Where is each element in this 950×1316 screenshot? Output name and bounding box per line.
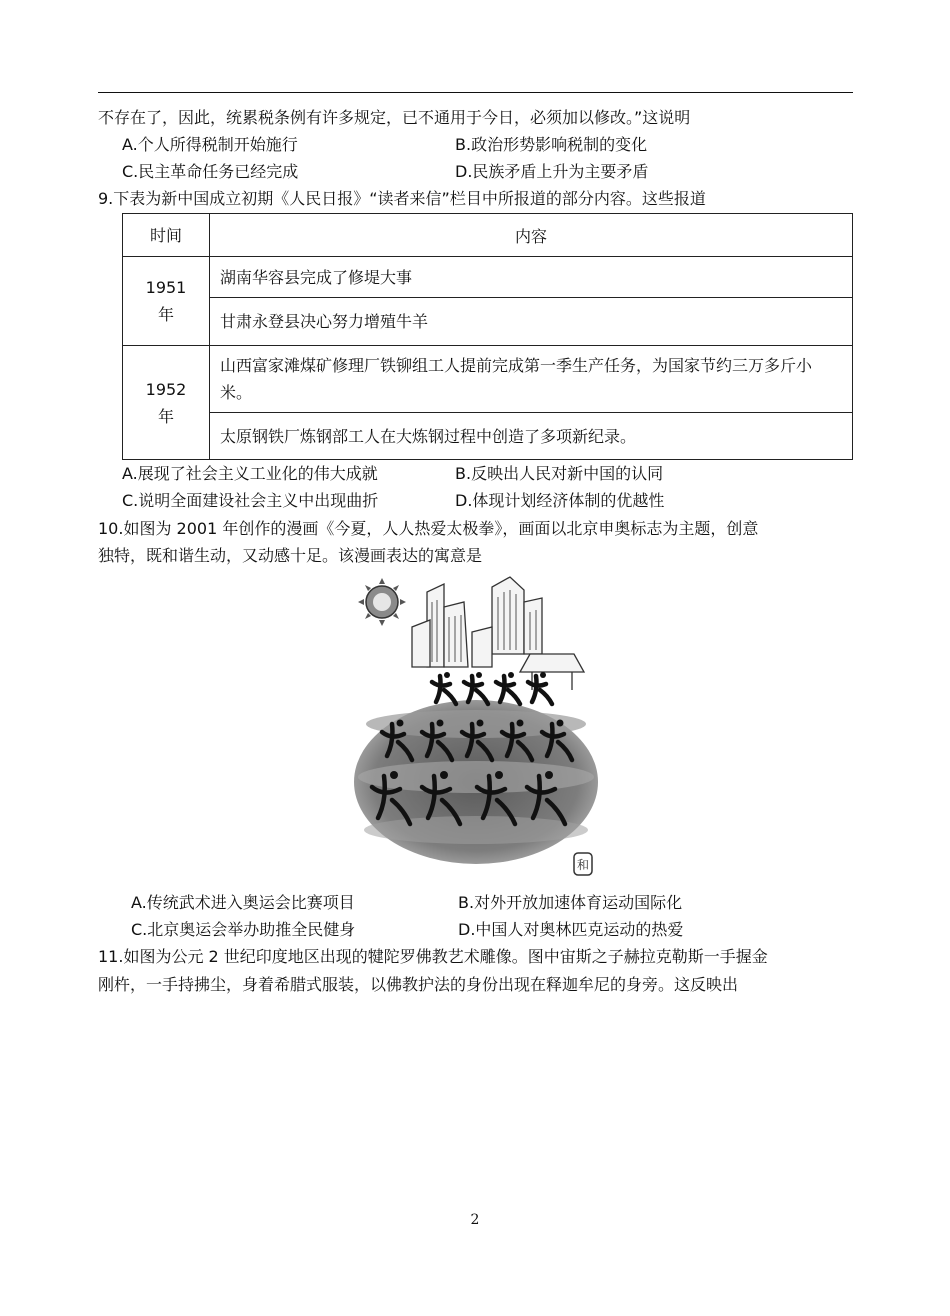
q8-stem-tail: 不存在了，因此，统累税条例有许多规定，已不通用于今日，必须加以修改。”这说明 bbox=[98, 108, 691, 127]
page-number: 2 bbox=[470, 1212, 480, 1228]
year-unit: 年 bbox=[157, 305, 174, 324]
sun-icon bbox=[358, 578, 406, 626]
q11-stem-line1: 11.如图为公元 2 世纪印度地区出现的犍陀罗佛教艺术雕像。图中宙斯之子赫拉克勒斯一手握金 bbox=[98, 947, 768, 966]
q9-option-c[interactable]: C.说明全面建设社会主义中出现曲折 bbox=[122, 491, 379, 510]
q10-option-d[interactable]: D.中国人对奥林匹克运动的热爱 bbox=[458, 920, 684, 939]
year-value: 1952 bbox=[145, 379, 187, 399]
q9-stem: 9.下表为新中国成立初期《人民日报》“读者来信”栏目中所报道的部分内容。这些报道 bbox=[98, 189, 706, 208]
year-cell-1951 bbox=[123, 257, 210, 346]
content-cell: 湖南华容县完成了修堤大事 bbox=[210, 257, 853, 298]
table-header-content: 内容 bbox=[210, 214, 853, 257]
content-cell: 山西富家滩煤矿修理厂铁铆组工人提前完成第一季生产任务，为国家节约三万多斤小米。 bbox=[210, 346, 853, 413]
year-unit: 年 bbox=[157, 406, 174, 426]
content-cell: 太原钢铁厂炼钢部工人在大炼钢过程中创造了多项新纪录。 bbox=[210, 413, 853, 460]
q11-stem-line2: 刚杵，一手持拂尘，身着希腊式服装，以佛教护法的身份出现在释迦牟尼的身旁。这反映出 bbox=[98, 975, 739, 994]
q10-option-a[interactable]: A.传统武术进入奥运会比赛项目 bbox=[131, 893, 355, 912]
table-row bbox=[123, 413, 853, 460]
q8-option-d[interactable]: D.民族矛盾上升为主要矛盾 bbox=[455, 162, 649, 181]
q9-option-a[interactable]: A.展现了社会主义工业化的伟大成就 bbox=[122, 464, 378, 483]
artist-seal bbox=[574, 853, 592, 875]
header-rule bbox=[98, 92, 853, 93]
taiji-cartoon-image bbox=[352, 572, 600, 878]
q10-option-c[interactable]: C.北京奥运会举办助推全民健身 bbox=[131, 920, 356, 939]
content-cell: 甘肃永登县决心努力增殖牛羊 bbox=[210, 298, 853, 346]
q9-option-b[interactable]: B.反映出人民对新中国的认同 bbox=[455, 464, 664, 483]
q10-stem-line2: 独特，既和谐生动，又动感十足。该漫画表达的寓意是 bbox=[98, 546, 483, 565]
q10-stem-line1: 10.如图为 2001 年创作的漫画《今夏，人人热爱太极拳》，画面以北京申奥标志为主题，创意 bbox=[98, 519, 759, 538]
year-cell-1952 bbox=[123, 346, 210, 460]
q9-option-d[interactable]: D.体现计划经济体制的优越性 bbox=[455, 491, 665, 510]
table-row bbox=[123, 298, 853, 346]
q9-table bbox=[122, 213, 853, 460]
q8-option-b[interactable]: B.政治形势影响税制的变化 bbox=[455, 135, 648, 154]
table-row bbox=[123, 257, 853, 298]
table-header-time: 时间 bbox=[123, 214, 210, 257]
q8-option-c[interactable]: C.民主革命任务已经完成 bbox=[122, 162, 299, 181]
seal-text: 和 bbox=[576, 858, 590, 872]
year-value: 1951 bbox=[145, 278, 187, 297]
table-header-row bbox=[123, 214, 853, 257]
q8-option-a[interactable]: A.个人所得税制开始施行 bbox=[122, 135, 298, 154]
q10-option-b[interactable]: B.对外开放加速体育运动国际化 bbox=[458, 893, 683, 912]
table-row bbox=[123, 346, 853, 413]
